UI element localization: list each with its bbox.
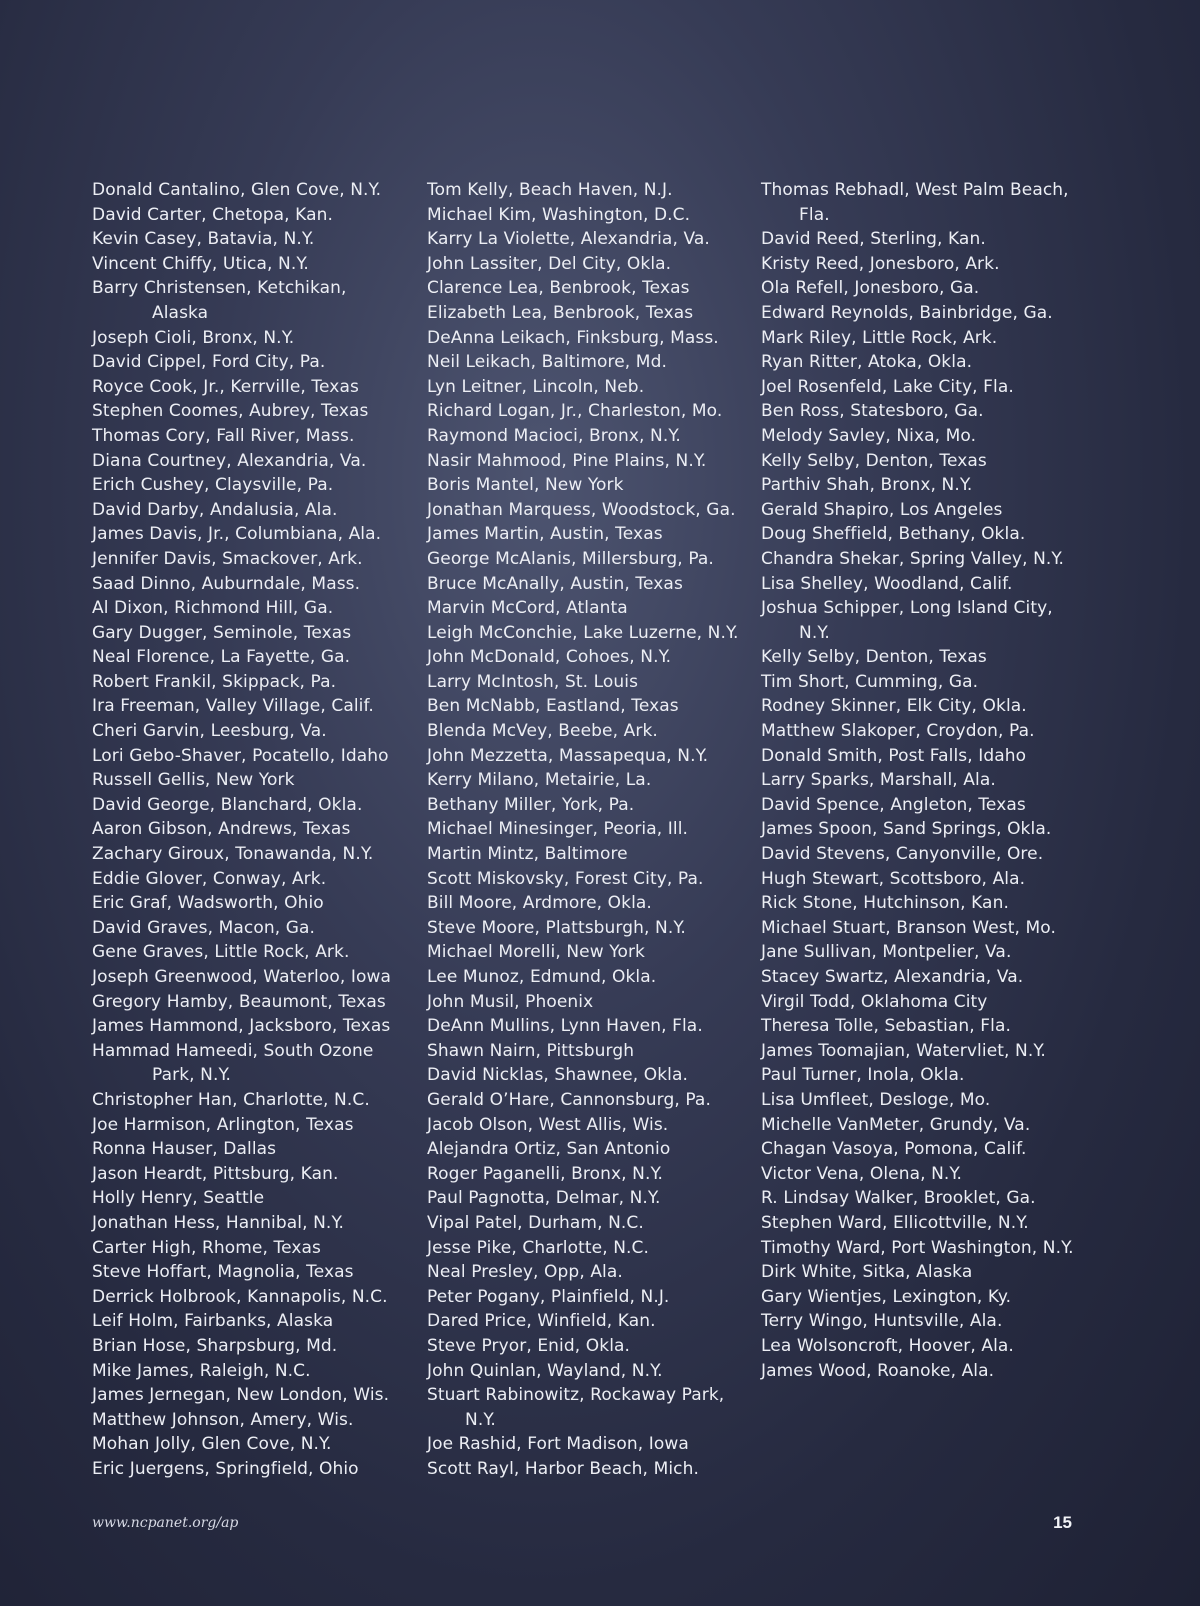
list-item: Parthiv Shah, Bronx, N.Y.	[761, 475, 973, 496]
list-item: Ola Refell, Jonesboro, Ga.	[761, 278, 980, 299]
list-item: Vipal Patel, Durham, N.C.	[427, 1212, 644, 1233]
list-item: Ben McNabb, Eastland, Texas	[427, 696, 679, 717]
list-item	[427, 1383, 747, 1432]
list-item: Diana Courtney, Alexandria, Va.	[92, 450, 367, 471]
list-item: Kerry Milano, Metairie, La.	[427, 770, 652, 791]
list-item: Rick Stone, Hutchinson, Kan.	[761, 893, 1009, 914]
list-item: Gerald Shapiro, Los Angeles	[761, 499, 1003, 520]
list-item: Cheri Garvin, Leesburg, Va.	[92, 721, 327, 742]
list-item: Theresa Tolle, Sebastian, Fla.	[761, 1016, 1012, 1037]
list-item: Michael Stuart, Branson West, Mo.	[761, 917, 1056, 938]
list-item: Vincent Chiffy, Utica, N.Y.	[92, 253, 309, 274]
list-item: Elizabeth Lea, Benbrook, Texas	[427, 302, 694, 323]
list-item: Erich Cushey, Claysville, Pa.	[92, 475, 334, 496]
list-item: Stacey Swartz, Alexandria, Va.	[761, 967, 1024, 987]
list-item: John Quinlan, Wayland, N.Y.	[427, 1360, 663, 1381]
list-item-line: Thomas Rebhadl, West Palm Beach,	[761, 180, 1069, 200]
list-item: Holly Henry, Seattle	[92, 1188, 265, 1209]
list-item: James Jernegan, New London, Wis.	[92, 1385, 390, 1406]
list-item: John McDonald, Cohoes, N.Y.	[427, 647, 672, 668]
list-item: Royce Cook, Jr., Kerrville, Texas	[92, 376, 359, 397]
list-item: Michael Morelli, New York	[427, 942, 645, 963]
list-item: Bethany Miller, York, Pa.	[427, 794, 635, 815]
list-item: Eric Juergens, Springfield, Ohio	[92, 1458, 359, 1479]
list-item: Ronna Hauser, Dallas	[92, 1139, 277, 1160]
list-item: Lee Munoz, Edmund, Okla.	[427, 967, 657, 987]
list-item: Jacob Olson, West Allis, Wis.	[427, 1114, 669, 1135]
list-item: Robert Frankil, Skippack, Pa.	[92, 671, 337, 692]
list-item: DeAnna Leikach, Finksburg, Mass.	[427, 327, 719, 348]
list-item: James Toomajian, Watervliet, N.Y.	[761, 1040, 1046, 1061]
list-item: Joe Rashid, Fort Madison, Iowa	[427, 1434, 689, 1455]
name-column-3	[761, 178, 1091, 1383]
list-item: Joseph Greenwood, Waterloo, Iowa	[92, 967, 392, 987]
list-item: David Reed, Sterling, Kan.	[761, 229, 986, 250]
list-item: John Lassiter, Del City, Okla.	[427, 253, 672, 274]
list-item: Gary Wientjes, Lexington, Ky.	[761, 1286, 1012, 1307]
list-item: Derrick Holbrook, Kannapolis, N.C.	[92, 1286, 388, 1307]
list-item: James Spoon, Sand Springs, Okla.	[761, 819, 1052, 840]
list-item: Roger Paganelli, Bronx, N.Y.	[427, 1163, 664, 1184]
list-item: Bill Moore, Ardmore, Okla.	[427, 893, 652, 914]
list-item: Clarence Lea, Benbrook, Texas	[427, 278, 690, 299]
list-item: Kristy Reed, Jonesboro, Ark.	[761, 253, 1000, 274]
list-item: Bruce McAnally, Austin, Texas	[427, 573, 683, 594]
list-item-continuation: Park, N.Y.	[152, 1065, 232, 1086]
list-item: James Hammond, Jacksboro, Texas	[92, 1016, 391, 1037]
list-item: Jonathan Marquess, Woodstock, Ga.	[427, 499, 736, 520]
name-list	[92, 178, 1092, 1488]
list-item: Ryan Ritter, Atoka, Okla.	[761, 352, 973, 373]
list-item: Boris Mantel, New York	[427, 475, 624, 496]
list-item: George McAlanis, Millersburg, Pa.	[427, 548, 714, 569]
list-item: Joe Harmison, Arlington, Texas	[92, 1114, 354, 1135]
list-item: Chandra Shekar, Spring Valley, N.Y.	[761, 548, 1064, 569]
list-item-continuation: N.Y.	[465, 1409, 496, 1430]
list-item: Lori Gebo-Shaver, Pocatello, Idaho	[92, 745, 389, 766]
list-item: Michelle VanMeter, Grundy, Va.	[761, 1114, 1031, 1135]
list-item: Richard Logan, Jr., Charleston, Mo.	[427, 401, 723, 422]
list-item-line: Joshua Schipper, Long Island City,	[761, 598, 1053, 619]
list-item: Virgil Todd, Oklahoma City	[761, 991, 988, 1012]
list-item: Melody Savley, Nixa, Mo.	[761, 425, 977, 446]
list-item: Victor Vena, Olena, N.Y.	[761, 1163, 962, 1184]
list-item: Gerald O’Hare, Cannonsburg, Pa.	[427, 1089, 711, 1110]
list-item-line: Barry Christensen, Ketchikan,	[92, 278, 347, 299]
list-item: Jesse Pike, Charlotte, N.C.	[427, 1237, 650, 1258]
list-item: Larry McIntosh, St. Louis	[427, 671, 639, 692]
list-item: Michael Minesinger, Peoria, Ill.	[427, 819, 689, 840]
list-item: Ben Ross, Statesboro, Ga.	[761, 401, 984, 422]
list-item: David Spence, Angleton, Texas	[761, 794, 1026, 815]
list-item: R. Lindsay Walker, Brooklet, Ga.	[761, 1188, 1036, 1209]
list-item: Scott Rayl, Harbor Beach, Mich.	[427, 1458, 699, 1479]
list-item-continuation: N.Y.	[799, 622, 830, 643]
list-item: Donald Smith, Post Falls, Idaho	[761, 745, 1027, 766]
list-item: Chagan Vasoya, Pomona, Calif.	[761, 1139, 1027, 1160]
list-item: Joel Rosenfeld, Lake City, Fla.	[761, 376, 1014, 397]
list-item: Russell Gellis, New York	[92, 770, 295, 791]
list-item: Michael Kim, Washington, D.C.	[427, 204, 691, 225]
list-item: Lea Wolsoncroft, Hoover, Ala.	[761, 1335, 1014, 1356]
list-item: Mark Riley, Little Rock, Ark.	[761, 327, 998, 348]
list-item-line: Hammad Hameedi, South Ozone	[92, 1040, 374, 1061]
list-item: Nasir Mahmood, Pine Plains, N.Y.	[427, 450, 707, 471]
list-item: John Musil, Phoenix	[427, 991, 594, 1012]
list-item: Jane Sullivan, Montpelier, Va.	[761, 942, 1012, 963]
list-item	[92, 276, 412, 325]
list-item: Christopher Han, Charlotte, N.C.	[92, 1089, 370, 1110]
list-item: John Mezzetta, Massapequa, N.Y.	[427, 745, 709, 766]
list-item: Aaron Gibson, Andrews, Texas	[92, 819, 351, 840]
list-item: Gene Graves, Little Rock, Ark.	[92, 942, 350, 963]
list-item: David Darby, Andalusia, Ala.	[92, 499, 338, 520]
list-item: Blenda McVey, Beebe, Ark.	[427, 721, 658, 742]
list-item: Eddie Glover, Conway, Ark.	[92, 868, 327, 889]
list-item: Thomas Cory, Fall River, Mass.	[92, 425, 355, 446]
list-item: Jonathan Hess, Hannibal, N.Y.	[92, 1212, 344, 1233]
list-item: Dared Price, Winfield, Kan.	[427, 1311, 656, 1332]
name-column-2	[427, 178, 747, 1481]
list-item: Mohan Jolly, Glen Cove, N.Y.	[92, 1434, 332, 1455]
list-item: Peter Pogany, Plainfield, N.J.	[427, 1286, 670, 1307]
list-item: Kelly Selby, Denton, Texas	[761, 450, 987, 471]
list-item-continuation: Alaska	[152, 302, 209, 323]
list-item	[92, 1039, 412, 1088]
list-item: Donald Cantalino, Glen Cove, N.Y.	[92, 180, 382, 200]
list-item: Martin Mintz, Baltimore	[427, 844, 628, 865]
list-item: Karry La Violette, Alexandria, Va.	[427, 229, 710, 250]
list-item	[761, 596, 1091, 645]
list-item: Al Dixon, Richmond Hill, Ga.	[92, 598, 334, 619]
list-item: Rodney Skinner, Elk City, Okla.	[761, 696, 1027, 717]
list-item: Jason Heardt, Pittsburg, Kan.	[92, 1163, 339, 1184]
list-item: Doug Sheffield, Bethany, Okla.	[761, 524, 1026, 545]
list-item: David George, Blanchard, Okla.	[92, 794, 363, 815]
list-item: Stephen Coomes, Aubrey, Texas	[92, 401, 369, 422]
name-column-1	[92, 178, 412, 1481]
page-number: 15	[1053, 1513, 1072, 1532]
list-item: Ira Freeman, Valley Village, Calif.	[92, 696, 374, 717]
list-item: Leif Holm, Fairbanks, Alaska	[92, 1311, 334, 1332]
list-item: Neal Presley, Opp, Ala.	[427, 1262, 623, 1283]
list-item: Leigh McConchie, Lake Luzerne, N.Y.	[427, 622, 739, 643]
list-item: Kelly Selby, Denton, Texas	[761, 647, 987, 668]
list-item: Stephen Ward, Ellicottville, N.Y.	[761, 1212, 1029, 1233]
list-item: Kevin Casey, Batavia, N.Y.	[92, 229, 315, 250]
list-item: Matthew Slakoper, Croydon, Pa.	[761, 721, 1035, 742]
list-item: Matthew Johnson, Amery, Wis.	[92, 1409, 354, 1430]
list-item: Mike James, Raleigh, N.C.	[92, 1360, 311, 1381]
list-item: Marvin McCord, Atlanta	[427, 598, 628, 619]
list-item: Neal Florence, La Fayette, Ga.	[92, 647, 351, 668]
list-item: James Davis, Jr., Columbiana, Ala.	[92, 524, 382, 545]
list-item: Paul Pagnotta, Delmar, N.Y.	[427, 1188, 661, 1209]
list-item: Joseph Cioli, Bronx, N.Y.	[92, 327, 295, 348]
list-item-line: Stuart Rabinowitz, Rockaway Park,	[427, 1385, 725, 1406]
list-item: Lyn Leitner, Lincoln, Neb.	[427, 376, 645, 397]
list-item: Tim Short, Cumming, Ga.	[761, 671, 979, 692]
list-item: Timothy Ward, Port Washington, N.Y.	[761, 1237, 1074, 1258]
list-item-continuation: Fla.	[799, 204, 830, 225]
list-item: Zachary Giroux, Tonawanda, N.Y.	[92, 844, 374, 865]
list-item: Brian Hose, Sharpsburg, Md.	[92, 1335, 338, 1356]
list-item: David Cippel, Ford City, Pa.	[92, 352, 326, 373]
list-item: James Wood, Roanoke, Ala.	[761, 1360, 995, 1381]
list-item: Steve Moore, Plattsburgh, N.Y.	[427, 917, 686, 938]
list-item: David Carter, Chetopa, Kan.	[92, 204, 334, 225]
list-item: Scott Miskovsky, Forest City, Pa.	[427, 868, 704, 889]
list-item: Shawn Nairn, Pittsburgh	[427, 1040, 635, 1061]
list-item: Paul Turner, Inola, Okla.	[761, 1065, 965, 1086]
list-item: Lisa Shelley, Woodland, Calif.	[761, 573, 1013, 594]
list-item: Edward Reynolds, Bainbridge, Ga.	[761, 302, 1053, 323]
list-item: Jennifer Davis, Smackover, Ark.	[92, 548, 363, 569]
list-item: David Nicklas, Shawnee, Okla.	[427, 1065, 688, 1086]
list-item: Tom Kelly, Beach Haven, N.J.	[427, 180, 673, 200]
list-item: Carter High, Rhome, Texas	[92, 1237, 321, 1258]
list-item: Gregory Hamby, Beaumont, Texas	[92, 991, 386, 1012]
list-item: Eric Graf, Wadsworth, Ohio	[92, 893, 324, 914]
list-item: David Graves, Macon, Ga.	[92, 917, 316, 938]
list-item: Steve Pryor, Enid, Okla.	[427, 1335, 631, 1356]
list-item	[761, 178, 1091, 227]
list-item: Larry Sparks, Marshall, Ala.	[761, 770, 996, 791]
list-item: Lisa Umfleet, Desloge, Mo.	[761, 1089, 991, 1110]
list-item: David Stevens, Canyonville, Ore.	[761, 844, 1044, 865]
list-item: Gary Dugger, Seminole, Texas	[92, 622, 352, 643]
list-item: Dirk White, Sitka, Alaska	[761, 1262, 973, 1283]
list-item: Alejandra Ortiz, San Antonio	[427, 1139, 671, 1160]
list-item: Hugh Stewart, Scottsboro, Ala.	[761, 868, 1026, 889]
list-item: DeAnn Mullins, Lynn Haven, Fla.	[427, 1016, 703, 1037]
list-item: Steve Hoffart, Magnolia, Texas	[92, 1262, 354, 1283]
list-item: Raymond Macioci, Bronx, N.Y.	[427, 425, 681, 446]
list-item: Terry Wingo, Huntsville, Ala.	[761, 1311, 1003, 1332]
list-item: James Martin, Austin, Texas	[427, 524, 663, 545]
list-item: Neil Leikach, Baltimore, Md.	[427, 352, 667, 373]
footer-url[interactable]: www.ncpanet.org/ap	[92, 1515, 239, 1531]
list-item: Saad Dinno, Auburndale, Mass.	[92, 573, 361, 594]
